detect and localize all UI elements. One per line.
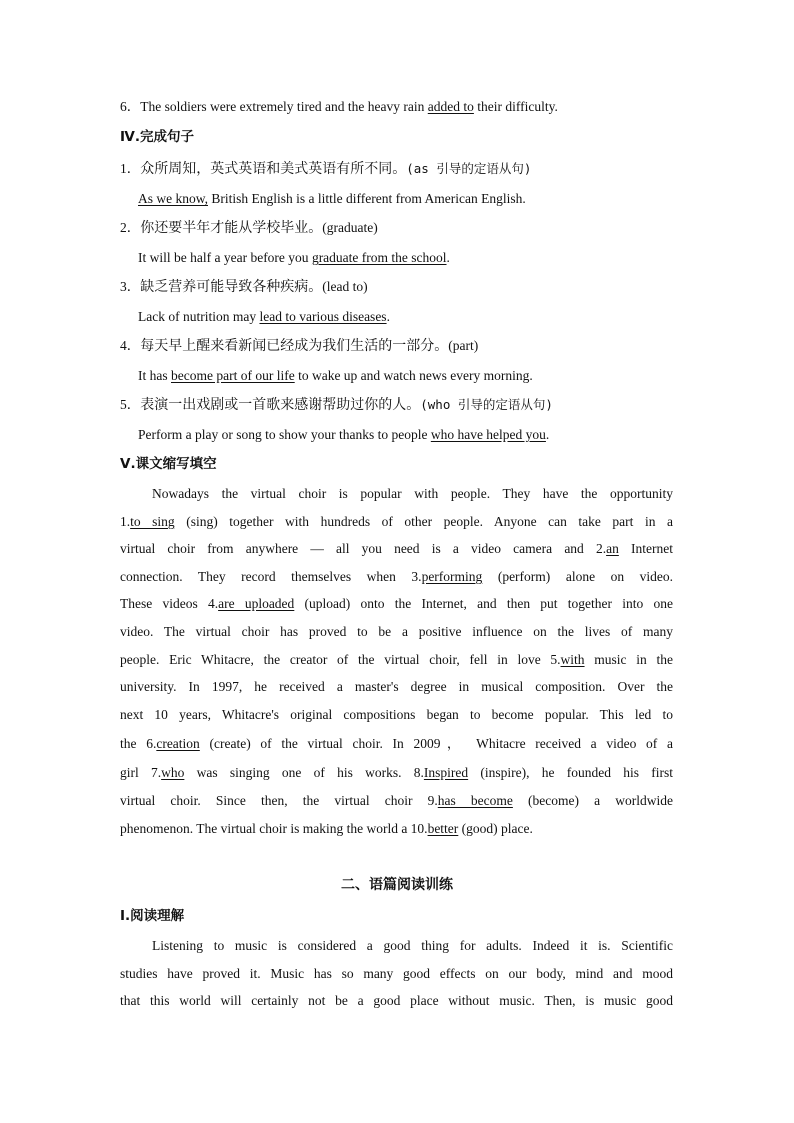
sentence-prompt-4 (120, 337, 478, 355)
item-text: Perform a play or song to show your thanks to people (138, 427, 431, 442)
paragraph-line (120, 568, 673, 586)
answer-blank: creation (156, 736, 200, 751)
answer-blank: has become (437, 793, 513, 808)
paragraph-line (120, 595, 673, 613)
hint: (as 引导的定语从句) (406, 161, 532, 176)
item-text: Lack of nutrition may (138, 309, 260, 324)
line-text: girl 7. (120, 765, 162, 780)
answer-blank: who (161, 765, 185, 780)
item-text: . (446, 250, 450, 265)
paragraph-line (120, 651, 673, 669)
line-text: music in the (584, 652, 673, 667)
chinese-prompt: 表演一出戏剧或一首歌来感谢帮助过你的人。 (140, 397, 421, 413)
item-text: their difficulty. (473, 99, 558, 114)
chinese-prompt: 缺乏营养可能导致各种疾病。 (140, 279, 323, 295)
hint: (who 引导的定语从句) (420, 397, 553, 412)
sentence-answer-2 (138, 249, 450, 267)
sentence-prompt-2 (120, 219, 378, 237)
paragraph-line (120, 706, 673, 724)
exercise-item-6 (120, 98, 558, 116)
line-text: Listening to music is considered a good thing for adults. Indeed it is. Scientific (152, 938, 673, 953)
line-text: 1. (120, 514, 131, 529)
line-text: the 6. (120, 736, 157, 751)
item-text: It has (138, 368, 171, 383)
answer-blank: to sing (130, 514, 175, 529)
answer-blank: who have helped you (430, 427, 546, 442)
sentence-prompt-5 (120, 396, 553, 414)
section-heading: Ⅰ.阅读理解 (120, 908, 185, 924)
hint: (graduate) (322, 220, 378, 235)
answer-blank: become part of our life (171, 368, 295, 383)
answer-blank: lead to various diseases (259, 309, 387, 324)
paragraph-line (152, 485, 673, 503)
answer-blank: Inspired (423, 765, 469, 780)
line-text: These videos 4. (120, 596, 219, 611)
line-text: (sing) together with hundreds of other people. Anyone can take part in a (174, 514, 673, 529)
hint: (part) (448, 338, 479, 353)
line-text: (upload) onto the Internet, and then put together into one (294, 596, 674, 611)
item-number: 3． (120, 279, 141, 294)
paragraph-line (120, 820, 673, 838)
answer-blank: As we know, (138, 191, 208, 206)
item-number: 5． (120, 397, 141, 412)
line-text: Internet (618, 541, 673, 556)
item-text: British English is a little different from American English. (208, 191, 526, 206)
line-text: phenomenon. The virtual choir is making the world a 10. (120, 821, 428, 836)
line-text: was singing one of his works. 8. (184, 765, 424, 780)
paragraph-line (120, 678, 673, 696)
item-text: 6．The soldiers were extremely tired and the heavy rain (120, 99, 428, 114)
answer-blank: graduate from the school (311, 250, 447, 265)
answer-blank: added to (427, 99, 474, 114)
sentence-answer-4 (138, 367, 533, 385)
answer-blank: performing (421, 569, 483, 584)
sentence-answer-5 (138, 426, 549, 444)
paragraph-line (120, 623, 673, 641)
sentence-answer-3 (138, 308, 390, 326)
item-number: 4． (120, 338, 141, 353)
hint: (lead to) (322, 279, 368, 294)
line-text: people. Eric Whitacre, the creator of the virtual choir, fell in love 5. (120, 652, 561, 667)
answer-blank: an (606, 541, 619, 556)
chinese-prompt: 你还要半年才能从学校毕业。 (140, 220, 323, 236)
line-text: (good) place. (458, 821, 533, 836)
item-text: . (545, 427, 550, 442)
line-text: studies have proved it. Music has so many good effects on our body, mind and mood (120, 966, 673, 981)
chinese-prompt: 众所周知，英式英语和美式英语有所不同。 (140, 161, 407, 177)
sentence-answer-1 (138, 190, 526, 208)
line-text: university. In 1997, he received a master's degree in musical composition. Over the (120, 679, 673, 694)
line-text: video. The virtual choir has proved to be a positive influence on the lives of many (120, 624, 673, 639)
sentence-prompt-1 (120, 160, 531, 178)
line-text: virtual choir. Since then, the virtual choir 9. (120, 793, 438, 808)
reading-line (120, 965, 673, 983)
paragraph-line (120, 540, 673, 558)
sentence-prompt-3 (120, 278, 368, 296)
part-title: 二、语篇阅读训练 (341, 877, 453, 893)
line-text: Nowadays the virtual choir is popular with people. They have the opportunity (152, 486, 673, 501)
line-text: connection. They record themselves when 3. (120, 569, 422, 584)
item-text: It will be half a year before you (138, 250, 312, 265)
item-text: . (386, 309, 390, 324)
reading-line (152, 937, 673, 955)
item-number: 1． (120, 161, 141, 176)
line-text: that this world will certainly not be a good place without music. Then, is music good (120, 993, 673, 1008)
answer-blank: better (427, 821, 459, 836)
chinese-prompt: 每天早上醒来看新闻已经成为我们生活的一部分。 (140, 338, 449, 354)
item-number: 2． (120, 220, 141, 235)
paragraph-line (120, 792, 673, 810)
paragraph-line (120, 513, 673, 531)
line-text: (perform) alone on video. (482, 569, 673, 584)
item-text: to wake up and watch news every morning. (294, 368, 533, 383)
section-heading: Ⅴ.课文缩写填空 (120, 456, 217, 472)
line-text: (become) a worldwide (512, 793, 673, 808)
paragraph-line (120, 764, 673, 782)
paragraph-line (120, 735, 673, 753)
line-text: (inspire), he founded his first (468, 765, 673, 780)
line-text: virtual choir from anywhere — all you need is a video camera and 2. (120, 541, 607, 556)
section-heading: Ⅳ.完成句子 (120, 129, 194, 145)
answer-blank: are uploaded (218, 596, 295, 611)
line-text: (create) of the virtual choir. In 2009， Whitacre received a video of a (199, 736, 673, 751)
reading-line (120, 992, 673, 1010)
line-text: next 10 years, Whitacre's original compositions began to become popular. This led to (120, 707, 673, 722)
answer-blank: with (560, 652, 585, 667)
